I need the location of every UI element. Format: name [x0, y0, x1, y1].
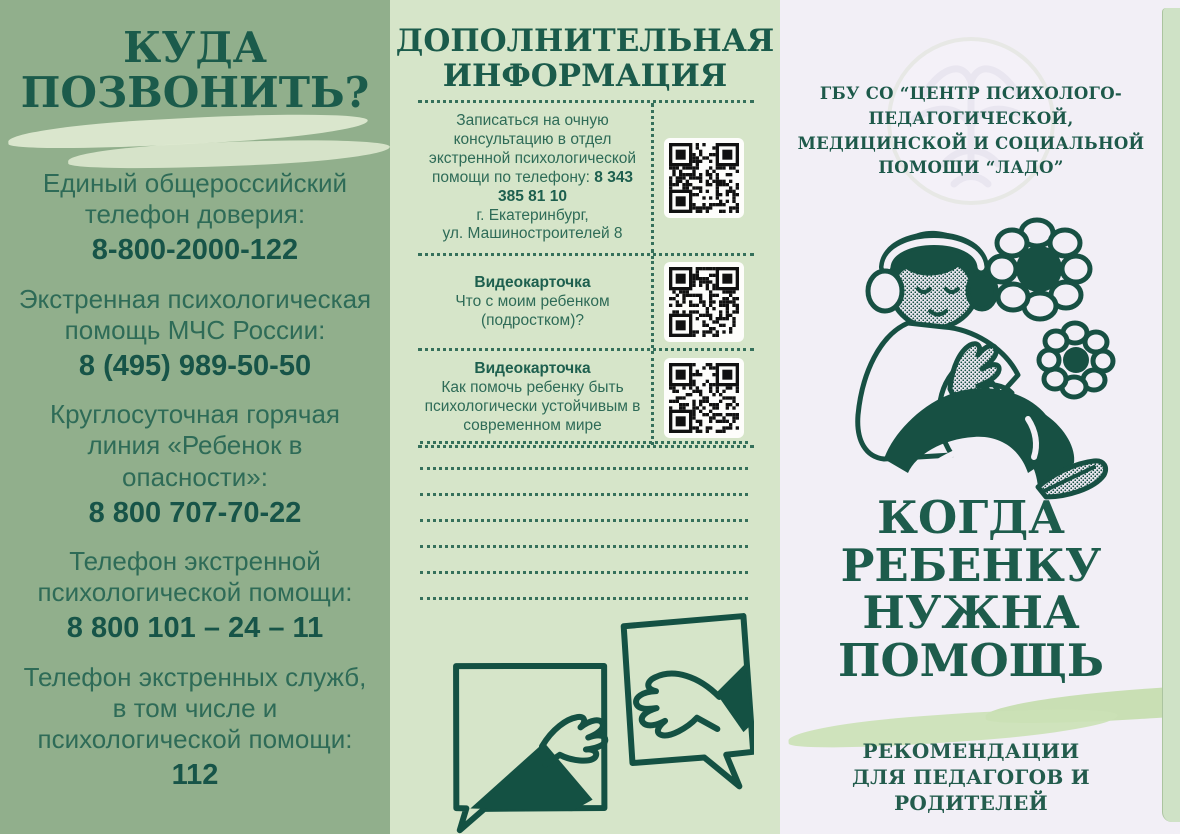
panel-cover: [780, 0, 1162, 834]
cover-subtitle-line2: ДЛЯ ПЕДАГОГОВ И РОДИТЕЛЕЙ: [852, 765, 1090, 815]
info-table: [418, 100, 754, 448]
phone-entry: [18, 662, 372, 794]
video-card-label: Видеокарточка: [474, 273, 591, 291]
phone-entry-label: Телефон экстренной психологической помощи:: [37, 546, 353, 608]
writing-line: [420, 496, 748, 522]
cover-title-line3: НУЖНА: [862, 586, 1080, 640]
writing-line: [420, 548, 748, 574]
consultation-phone: 8 343 385 81 10: [498, 168, 634, 205]
consultation-street: ул. Машиностроителей 8: [442, 225, 623, 243]
org-name-line4: ПОМОЩИ “ЛАДО”: [878, 158, 1064, 178]
where-to-call-title-line1: КУДА: [123, 23, 267, 72]
org-name-line2: ПЕДАГОГИЧЕСКОЙ,: [868, 108, 1074, 128]
phone-entry: [18, 284, 372, 385]
qr-code-icon: [664, 262, 744, 342]
qr-cell: [654, 256, 754, 348]
panel-additional-info: [390, 0, 780, 834]
video-card-text: Как помочь ребенку быть психологически устойчивым в современном мире: [424, 379, 641, 435]
additional-info-title-line1: ДОПОЛНИТЕЛЬНАЯ: [395, 23, 775, 59]
where-to-call-title: [0, 23, 390, 117]
phone-list: [18, 168, 372, 809]
phone-entry-label: Единый общероссийский телефон доверия:: [42, 168, 348, 230]
info-row-consultation: [418, 103, 754, 256]
phone-entry: [18, 546, 372, 647]
org-name: [786, 82, 1156, 181]
fold-edge-strip: [1162, 8, 1180, 822]
phone-entry-number: 112: [171, 759, 219, 792]
cover-title-line2: РЕБЕНКУ: [840, 538, 1102, 592]
additional-info-title: [390, 24, 780, 93]
additional-info-title-line2: ИНФОРМАЦИЯ: [442, 57, 728, 94]
consultation-city: г. Екатеринбург,: [476, 206, 589, 224]
phone-entry-label: Круглосуточная горячая линия «Ребенок в опасности»:: [49, 399, 341, 492]
phone-entry-number: 8 800 707-70-22: [88, 496, 302, 529]
info-row-text: [418, 103, 654, 253]
writing-line: [420, 418, 748, 444]
where-to-call-title-line2: ПОЗВОНИТЬ?: [20, 67, 370, 117]
cover-subtitle: [780, 738, 1162, 816]
panel-where-to-call: [0, 0, 390, 834]
qr-code-icon: [664, 138, 744, 218]
phone-entry-number: 8 800 101 – 24 – 11: [66, 612, 324, 645]
writing-line: [420, 522, 748, 548]
cover-title: [780, 491, 1162, 688]
phone-entry: [18, 168, 372, 269]
info-row-text: [418, 256, 654, 348]
video-card-label: Видеокарточка: [474, 360, 591, 378]
writing-line: [420, 444, 748, 470]
hands-illustration: [424, 606, 754, 834]
phone-entry: [18, 399, 372, 531]
writing-line: [420, 470, 748, 496]
qr-cell: [654, 103, 754, 253]
consultation-text: Записаться на очную консультацию в отдел экстренной психологической помощи по телефону:: [428, 112, 637, 186]
phone-entry-label: Экстренная психологическая помощь МЧС России:: [18, 283, 372, 345]
info-row-video1: [418, 256, 754, 351]
org-name-line1: ГБУ СО “ЦЕНТР ПСИХОЛОГО-: [819, 84, 1123, 103]
phone-entry-number: 8-800-2000-122: [91, 234, 299, 267]
child-illustration: [832, 205, 1118, 501]
org-name-line3: МЕДИЦИНСКОЙ И СОЦИАЛЬНОЙ: [797, 133, 1145, 153]
cover-title-line1: КОГДА: [877, 491, 1065, 544]
cover-subtitle-line1: РЕКОМЕНДАЦИИ: [862, 739, 1080, 763]
video-card-text: Что с моим ребенком (подростком)?: [455, 292, 610, 329]
phone-entry-label: Телефон экстренных служб, в том числе и психологической помощи:: [23, 661, 367, 755]
phone-entry-number: 8 (495) 989-50-50: [78, 350, 312, 382]
cover-title-line4: ПОМОЩЬ: [837, 634, 1105, 688]
notes-lines: [420, 418, 748, 600]
writing-line: [420, 574, 748, 600]
